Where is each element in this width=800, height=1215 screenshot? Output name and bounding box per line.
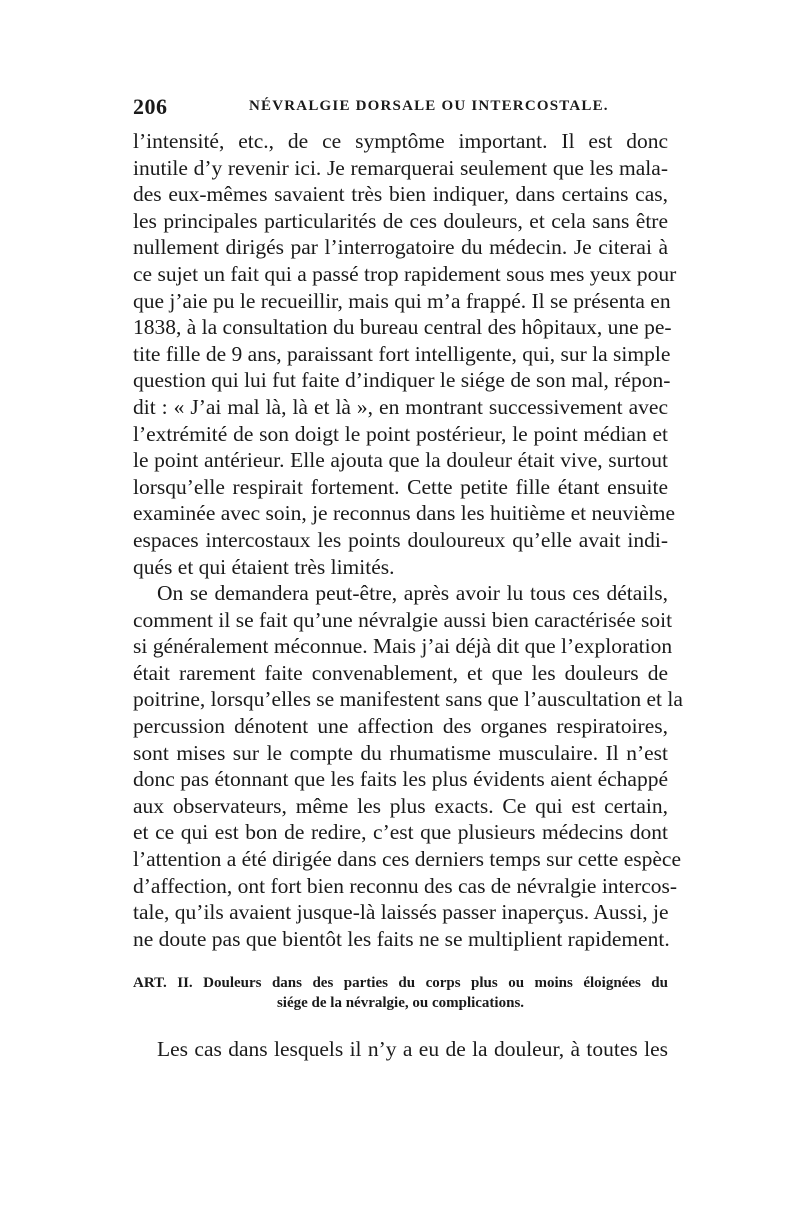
text-line: comment il se fait qu’une névralgie aussi bien caractérisée soit bbox=[133, 607, 673, 632]
text-line: qués et qui étaient très limités. bbox=[133, 554, 395, 579]
section-body bbox=[133, 1036, 668, 1063]
text-line: donc pas étonnant que les faits les plus évidents aient échappé bbox=[133, 767, 668, 792]
text-line: était rarement faite convenablement, et que les douleurs de bbox=[133, 660, 668, 685]
text-line: ce sujet un fait qui a passé trop rapidement sous mes yeux pour bbox=[133, 261, 677, 286]
text-line: l’extrémité de son doigt le point postérieur, le point médian et bbox=[133, 421, 668, 446]
body-text bbox=[133, 128, 683, 952]
text-line: ne doute pas que bientôt les faits ne se multiplient rapidement. bbox=[133, 926, 670, 951]
text-line: l’attention a été dirigée dans ces derniers temps sur cette espèce bbox=[133, 847, 682, 872]
section-heading bbox=[133, 973, 668, 1013]
text-line: inutile d’y revenir ici. Je remarquerai seulement que les mala- bbox=[133, 155, 668, 180]
text-line: examinée avec soin, je reconnus dans les huitième et neuvième bbox=[133, 501, 676, 526]
text-line: d’affection, ont fort bien reconnu des cas de névralgie intercos- bbox=[133, 873, 678, 898]
text-line: tale, qu’ils avaient jusque-là laissés passer inaperçus. Aussi, je bbox=[133, 900, 669, 925]
text-line: nullement dirigés par l’interrogatoire du médecin. Je citerai à bbox=[133, 235, 668, 260]
text-line: aux observateurs, même les plus exacts. Ce qui est certain, bbox=[133, 793, 668, 818]
text-line: les principales particularités de ces douleurs, et cela sans être bbox=[133, 208, 668, 233]
text-line: On se demandera peut-être, après avoir lu tous ces détails, bbox=[157, 581, 668, 606]
text-line: sont mises sur le compte du rhumatisme musculaire. Il n’est bbox=[133, 740, 668, 765]
text-line: et ce qui est bon de redire, c’est que plusieurs médecins dont bbox=[133, 820, 668, 845]
text-line: le point antérieur. Elle ajouta que la douleur était vive, surtout bbox=[133, 448, 668, 473]
text-line: si généralement méconnue. Mais j’ai déjà dit que l’exploration bbox=[133, 634, 673, 659]
text-line: des eux-mêmes savaient très bien indiquer, dans certains cas, bbox=[133, 182, 668, 207]
text-line: tite fille de 9 ans, paraissant fort intelligente, qui, sur la simple bbox=[133, 341, 671, 366]
running-title: NÉVRALGIE DORSALE OU INTERCOSTALE. bbox=[249, 98, 609, 114]
page-header bbox=[133, 94, 668, 124]
text-line: question qui lui fut faite d’indiquer le siége de son mal, répon- bbox=[133, 368, 671, 393]
text-line: lorsqu’elle respirait fortement. Cette petite fille étant ensuite bbox=[133, 474, 668, 499]
text-line: poitrine, lorsqu’elles se manifestent sans que l’auscultation et la bbox=[133, 687, 683, 712]
text-line: 1838, à la consultation du bureau central des hôpitaux, une pe- bbox=[133, 315, 672, 340]
text-line: dit : « J’ai mal là, là et là », en montrant successivement avec bbox=[133, 394, 668, 419]
text-line: Les cas dans lesquels il n’y a eu de la douleur, à toutes les bbox=[157, 1037, 668, 1061]
text-line: l’intensité, etc., de ce symptôme important. Il est donc bbox=[133, 129, 668, 153]
text-line: percussion dénotent une affection des organes respiratoires, bbox=[133, 714, 668, 739]
text-line: espaces intercostaux les points douloureux qu’elle avait indi- bbox=[133, 527, 668, 552]
text-line: que j’aie pu le recueillir, mais qui m’a frappé. Il se présenta en bbox=[133, 288, 671, 313]
section-heading-line1: ART. II. Douleurs dans des parties du corps plus ou moins éloignées du bbox=[133, 975, 668, 991]
section-heading-line2: siége de la névralgie, ou complications. bbox=[276, 995, 525, 1011]
page-number: 206 bbox=[133, 94, 168, 119]
